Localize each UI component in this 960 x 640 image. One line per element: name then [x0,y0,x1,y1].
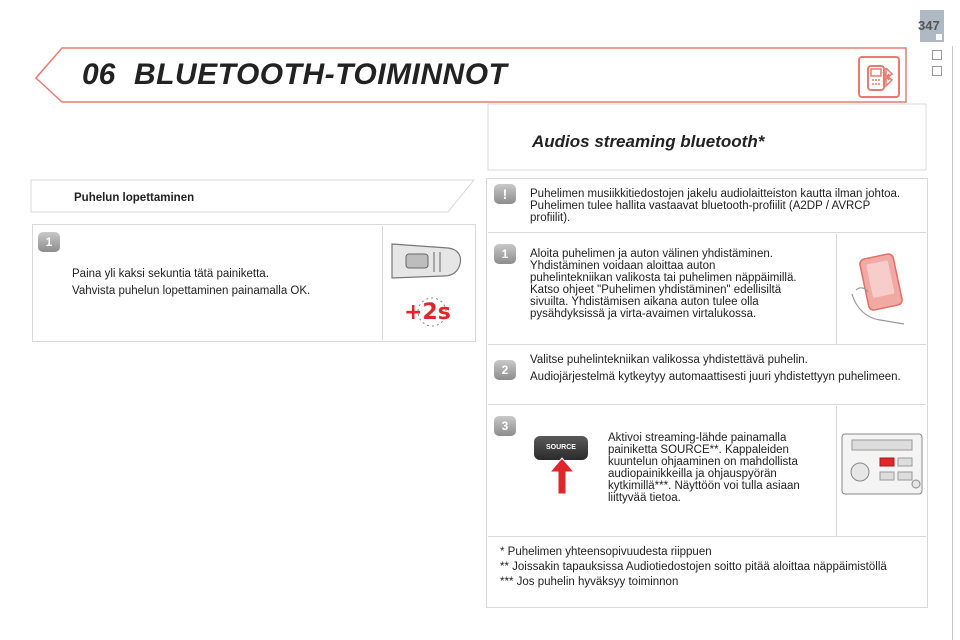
step-badge-1: 1 [38,232,60,252]
footnote-3: *** Jos puhelin hyväksyy toiminnon [500,576,679,588]
activate-source-text: Aktivoi streaming-lähde painamalla painiketta SOURCE**. Kappaleiden kuuntelun ohjaaminen on mahdollista audiopainikkeilla ja ohjauspyörän kytkimillä***. Näyttöön voi tulla asiaan liittyvää tietoa. [608,432,800,504]
radio-unit-icon [840,432,924,496]
footnotes [500,546,887,591]
phone-bluetooth-icon [858,56,900,98]
chapter-number: 06 [82,58,116,91]
side-rule [952,46,953,640]
end-call-confirm: Vahvista puhelun lopettaminen painamalla OK. [72,285,311,297]
side-index-box [932,66,942,76]
footnote-2: ** Joissakin tapauksissa Audiotiedostojen soitto pitää aloittaa näppäimistöllä [500,561,887,573]
section-divider [488,232,926,233]
chapter-title: BLUETOOTH-TOIMINNOT [134,58,508,91]
source-button-illustration [534,432,590,496]
auto-connect-text: Audiojärjestelmä kytkeytyy automaattisesti juuri yhdistettyyn puhelimeen. [530,371,901,383]
pairing-text: Aloita puhelimen ja auton välinen yhdistäminen. Yhdistäminen voidaan aloittaa auton puhelintekniikan valikosta tai puhelimen näppäimillä. Katso ohjeet "Puhelimen yhdistäminen" edellisiltä sivuilta. Yhdistämisen aikana auton tulee olla pysähdyksissä ja virta-avaimen virtalukossa. [530,248,797,320]
chapter-header-frame [0,0,920,110]
section-divider [488,344,926,345]
subtitle-end-call: Puhelun lopettaminen [74,192,195,204]
card-divider [382,226,383,340]
warning-text: Puhelimen musiikkitiedostojen jakelu audiolaitteiston kautta ilman johtoa. Puhelimen tulee hallita vastaavat bluetooth-profiilit (A2DP / AVRCP profiilit). [530,188,901,224]
streaming-card [486,178,928,608]
hold-two-seconds-label: +2s [404,300,451,325]
hand-holding-phone-icon [846,250,916,330]
card-divider [836,406,837,536]
source-button-label: SOURCE [534,436,588,460]
section-divider [488,404,926,405]
step-badge-3: 3 [494,416,516,436]
section-divider [488,536,926,537]
page-corner-dot [936,34,942,40]
card-divider [836,234,837,344]
select-phone-text: Valitse puhelintekniikan valikossa yhdistettävä puhelin. [530,354,808,366]
warning-badge: ! [494,184,516,204]
section-title: Audios streaming bluetooth* [532,132,765,151]
end-call-instruction: Paina yli kaksi sekuntia tätä painiketta. [72,268,269,280]
side-index-box [932,50,942,60]
page-number: 347 [918,18,940,33]
step-badge-1: 1 [494,244,516,264]
arrow-up-icon [548,456,576,496]
step-badge-2: 2 [494,360,516,380]
footnote-1: * Puhelimen yhteensopivuudesta riippuen [500,546,712,558]
